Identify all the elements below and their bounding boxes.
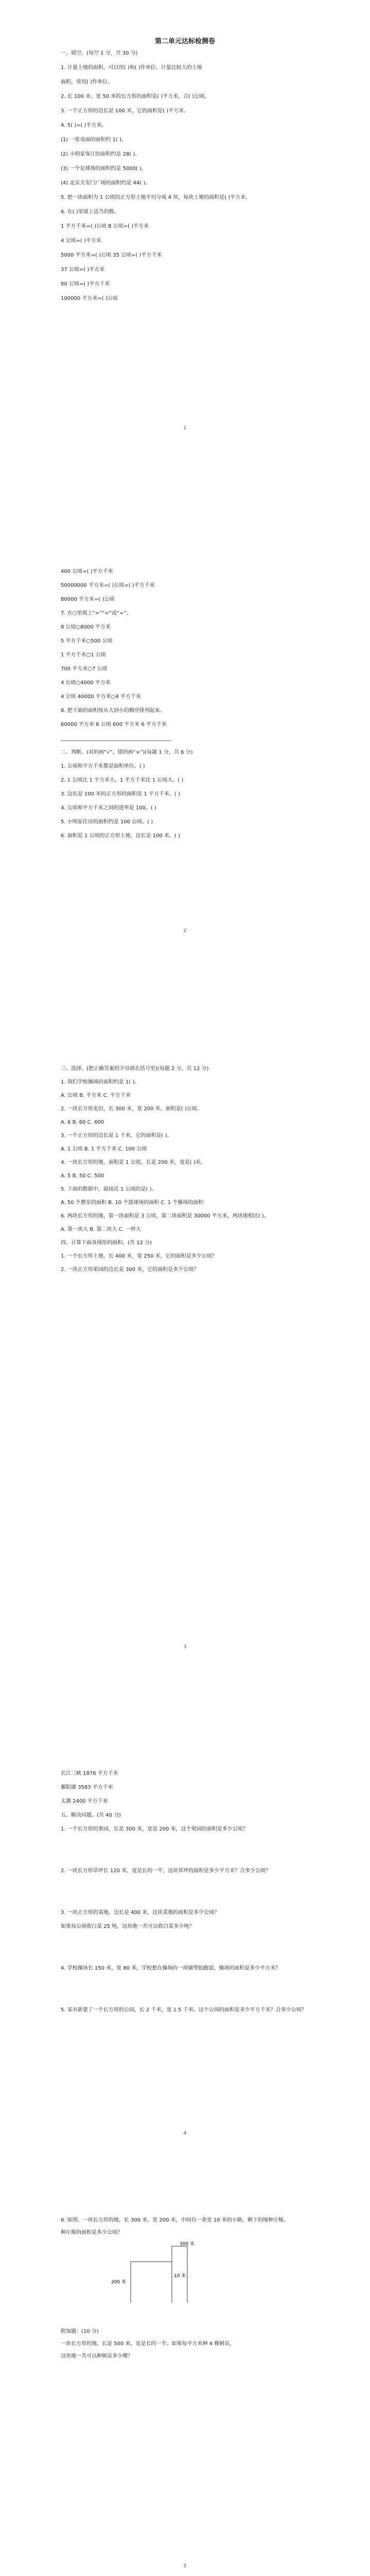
- text-line: 6. 如图，一块长方形的地，长 300 米，宽 200 米，中间有一条宽 10 米的小路，剩下的地种庄稼。: [61, 2217, 289, 2223]
- text-line: 一块长方形的地，长是 500 米，宽是长的一半。如果每平方米种 4 棵树苗，: [61, 2341, 235, 2347]
- text-line: 5000 平方米=( )公顷 35 公顷=( )平方千米: [61, 252, 162, 258]
- figure-label-length: 300 米: [180, 2242, 195, 2247]
- text-line: 6. 两块长方形的地，第一块面积是 3 公顷，第二块面积是 30000 平方米，两块地相比( )。: [61, 1213, 269, 1219]
- text-line: 4. 学校操场长 150 米，宽 80 米，学校想在操场的一周铺塑胶跑道，操场的面积是多少平方米？: [61, 1965, 281, 1971]
- page-number: 4: [183, 2131, 187, 2136]
- figure-label-width: 200 米: [111, 2280, 127, 2285]
- text-line: ___________________________________________: [61, 736, 171, 741]
- text-line: 1 平方千米=( )公顷 8 公顷=( )平方米: [61, 224, 149, 229]
- text-line: 如果每公顷收白菜 25 吨，这块地一共可以收白菜多少吨？: [61, 1924, 195, 1929]
- text-line: 5 平方千米○500 公顷: [61, 638, 113, 644]
- text-line: A. 第一块大 B. 第二块大 C. 一样大: [61, 1227, 141, 1232]
- text-line: 太湖 2400 平方千米: [61, 1799, 108, 1804]
- text-line: 400 公顷=( )平方千米: [61, 569, 113, 574]
- text-line: 4 公顷=( )平方米: [61, 238, 101, 244]
- text-line: 鄱阳湖 3583 平方千米: [61, 1785, 113, 1790]
- text-line: 8. 把下面的面积按从大到小的顺序排列起来。: [61, 708, 165, 714]
- text-line: A. 1 公顷 B. 1 平方千米 C. 100 公顷: [61, 1146, 147, 1152]
- text-line: 面积，常用( )作单位。: [61, 79, 113, 85]
- text-line: 4. 5( )=( )平方米。: [61, 123, 107, 128]
- text-line: 二、判断。(对的画“√”，错的画“×”)(每题 1 分，共 6 分): [61, 750, 193, 755]
- page-number: 5: [183, 2564, 187, 2569]
- text-line: 3. 一个正方形的边长是 100 米，它的面积是( )平方米。: [61, 108, 189, 114]
- text-line: 2. 一块长方形麦田，长 300 米，宽 200 米，面积是( )公顷。: [61, 1106, 202, 1112]
- text-line: 37 公顷=( )平方米: [61, 267, 105, 273]
- text-line: 附加题：(10 分): [61, 2329, 99, 2334]
- text-line: 五、解决问题。(共 40 分): [61, 1812, 121, 1818]
- text-line: 1 平方千米○1 公顷: [61, 652, 106, 658]
- text-line: 1. 一个长方形的果园，长是 300 米，宽是 200 米，这个果园的面积是多少公顷？: [61, 1826, 248, 1832]
- text-line: 1. 我们学校操场的面积约是 1( )。: [61, 1079, 140, 1085]
- text-line: 2. 一块正方形果园的边长是 300 米，它的面积是多少公顷？: [61, 1267, 199, 1273]
- text-line: 种庄稼的面积是多少公顷？: [61, 2230, 122, 2235]
- text-line: 60000 平方米 6 公顷 600 平方米 6 平方千米: [61, 722, 167, 727]
- text-line: 6. 在( )里填上适当的数。: [61, 209, 119, 215]
- text-line: 8 公顷○8000 平方米: [61, 624, 111, 630]
- text-line: 1. 一个长方形土地，长 400 米，宽 250 米，它的面积是多少公顷？: [61, 1253, 217, 1259]
- text-line: 长江三峡 1876 平方千米: [61, 1771, 118, 1776]
- text-line: 3. 一块正方形的菜地，边长是 400 米，这块菜地的面积是多少公顷？: [61, 1910, 220, 1916]
- text-line: 2. 一块长方形草坪长 120 米，宽是长的一半，这块草坪的面积是多少平方米？合多少公顷？: [61, 1868, 271, 1874]
- text-line: 4 公顷 40000 平方米○4 平方千米: [61, 694, 141, 700]
- page-number: 3: [183, 1645, 187, 1650]
- text-line: 7. 在○里填上“>”“<”或“=”。: [61, 611, 132, 616]
- text-line: A. 公顷 B. 平方米 C. 平方千米: [61, 1093, 131, 1098]
- text-line: (3) 一个足球场的面积约是 5000( )。: [61, 166, 147, 172]
- text-line: 5. 某市新建了一个长方形的公园，长 2 千米，宽 1.5 千米。这个公园的面积是多少平方千米？合多少公顷？: [61, 2007, 307, 2013]
- text-line: 3. 边长是 100 米的正方形的面积是 1 平方千米。( ): [61, 791, 180, 797]
- text-line: 四、计算下面各图形的面积。(共 12 分): [61, 1240, 152, 1246]
- text-line: 4. 公顷和平方千米之间的进率是 100。( ): [61, 805, 156, 811]
- page-title: 第二单元达标检测卷: [154, 38, 215, 45]
- text-line: A. 6 B. 60 C. 600: [61, 1120, 104, 1125]
- text-line: 2. 长 100 米、宽 50 米的长方形的面积是( )平方米，合( )公顷。: [61, 94, 210, 99]
- page-number: 2: [183, 928, 187, 934]
- text-line: A. 5 B. 50 C. 500: [61, 1173, 104, 1179]
- text-line: 4 公顷○4000 平方米: [61, 680, 111, 686]
- text-line: 6. 面积是 1 公顷的正方形土地，边长是 100 米。( ): [61, 833, 180, 839]
- text-line: 5. 小明家住房的面积约是 100 公顷。( ): [61, 819, 153, 825]
- text-line: 80 公顷=( )平方千米: [61, 281, 110, 287]
- text-line: 3. 一个正方形的边长是 1 千米，它的面积是( )。: [61, 1133, 172, 1139]
- text-line: 1. 公顷和平方千米都是面积单位。( ): [61, 764, 145, 769]
- text-line: 这块地一共可以种树苗多少棵？: [61, 2353, 133, 2359]
- text-line: 50000000 平方米=( )公顷=( )平方千米: [61, 583, 155, 588]
- text-line: A. 50 个教室的面积 B. 10 个篮球场的面积 C. 1 个操场的面积: [61, 1200, 204, 1206]
- text-line: 5. 把一块面积为 1 公顷的正方形土地平均分成 4 块，每块土地的面积是( )平方米。: [61, 195, 251, 200]
- page-number: 1: [183, 426, 187, 431]
- text-line: 4. 一块长方形的地，面积是 1 公顷，长是 200 米，宽是( )米。: [61, 1160, 206, 1165]
- text-line: (1) 一张桌面的面积约 1( )。: [61, 137, 127, 143]
- text-line: 三、选择。(把正确答案的字母填在括号里)(每题 2 分，共 12 分): [61, 1066, 209, 1072]
- text-line: (2) 小明家客厅的面积约是 28( )。: [61, 151, 140, 157]
- text-line: 一、填空。(每空 1 分，共 30 分): [61, 50, 138, 56]
- field-with-road-diagram: [110, 2241, 213, 2308]
- text-line: 700 平方米○7 公顷: [61, 666, 108, 672]
- text-line: 2. 1 公顷比 1 平方米大，1 平方千米比 1 公顷大。( ): [61, 777, 184, 783]
- text-line: (4) 北京天安门广场的面积约是 44( )。: [61, 180, 151, 186]
- text-line: 1. 计量土地的面积，可以用( )和( )作单位。计量比较大的土地: [61, 65, 202, 71]
- text-line: 100000 平方米=( )公顷: [61, 296, 118, 301]
- text-line: 80000 平方米=( )公顷: [61, 597, 115, 602]
- figure-label-road: 10 米: [174, 2274, 186, 2279]
- text-line: 5. 下面的数据中，最接近 1 公顷的是( )。: [61, 1187, 157, 1192]
